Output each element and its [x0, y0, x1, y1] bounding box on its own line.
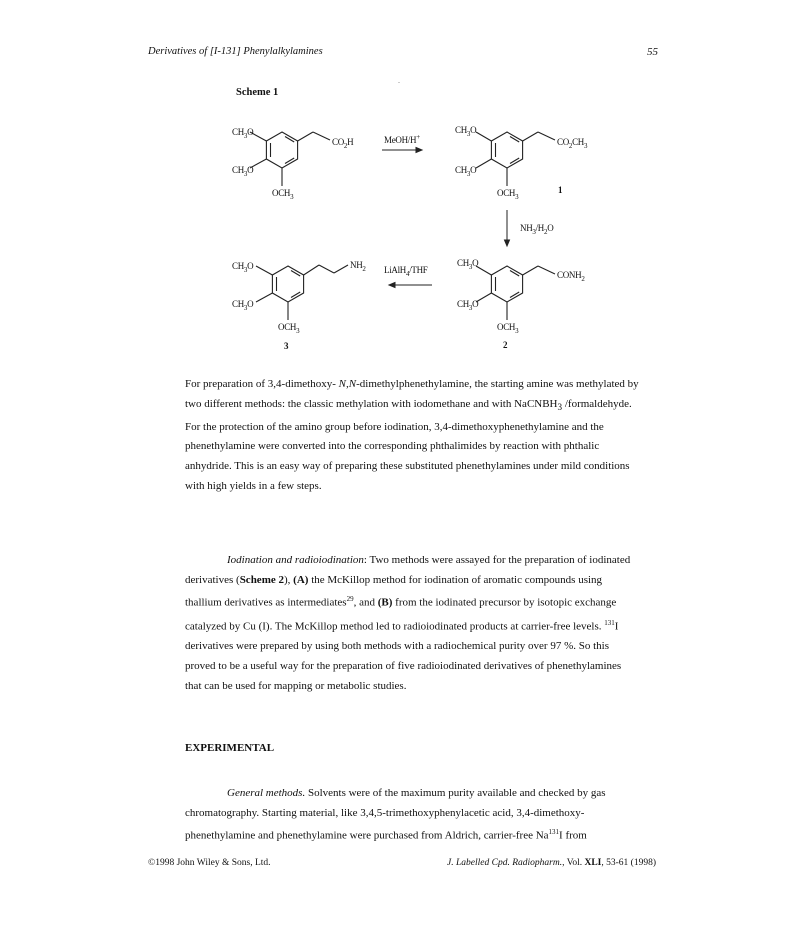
arrow-step1	[382, 148, 422, 153]
label-ch3o: $CH_3O$	[232, 127, 254, 140]
body-block-1	[185, 375, 640, 496]
label-ch3o: $CH_3O$	[232, 261, 254, 274]
label-ch3o: $CH_3O$	[455, 125, 477, 138]
compound-2-structure	[476, 266, 555, 320]
copyright: ©1998 John Wiley & Sons, Ltd.	[148, 858, 271, 868]
compound-number-1: 1	[558, 185, 563, 195]
arrow-step2	[505, 210, 510, 246]
label-ch3o: $CH_3O$	[232, 165, 254, 178]
label-ch3o: $CH_3O$	[457, 299, 479, 312]
label-och3: $OCH_3$	[497, 322, 519, 335]
running-title: Derivatives of [I-131] Phenylalkylamines	[148, 46, 323, 57]
label-ch3o: $CH_3O$	[455, 165, 477, 178]
page-number: 55	[647, 46, 658, 58]
label-och3: $OCH_3$	[278, 322, 300, 335]
reaction-scheme	[220, 112, 600, 362]
body-block-3	[185, 784, 640, 847]
compound-number-3: 3	[284, 341, 289, 351]
body-block-2	[185, 551, 640, 696]
scheme-label: Scheme 1	[236, 87, 279, 98]
label-conh2: $CONH_2$	[557, 270, 585, 283]
label-ch3o: $CH_3O$	[457, 258, 479, 271]
trimethoxyphenylacetic-acid-structure	[250, 132, 330, 186]
label-och3: $OCH_3$	[497, 188, 519, 201]
scheme-structures	[220, 112, 600, 362]
paragraph-protection: For the protection of the amino group before iodination, 3,4-dimethoxyphenethylamine and the phenethylamine were converted into the corresponding phthalimides by reaction with phthalic anhydride. This is an easy way of preparing these substituted phenethylamines under mild conditions with high yields in a few steps.	[185, 420, 630, 492]
label-co2ch3: $CO_2CH_3$	[557, 137, 588, 150]
reagent-step1: MeOH/H+	[384, 133, 420, 145]
label-co2h: $CO_2H$	[332, 137, 354, 150]
compound-3-structure	[256, 265, 348, 320]
arrow-step3	[389, 283, 432, 288]
paragraph-methylation: For preparation of 3,4-dimethoxy- N,N-dimethylphenethylamine, the starting amine was methylated by two different methods: the classic methylation with iodomethane and with NaCNBH$_3$ /formaldehyde.	[185, 378, 639, 412]
compound-number-2: 2	[503, 340, 508, 350]
journal-citation: J. Labelled Cpd. Radiopharm., Vol. XLI, 53-61 (1998)	[447, 858, 656, 868]
scan-speck	[398, 82, 400, 83]
reagent-step3: LiAlH$_4$/THF	[384, 265, 428, 278]
page-footer	[148, 858, 656, 872]
label-nh2: $NH_2$	[350, 260, 366, 273]
label-ch3o: $CH_3O$	[232, 299, 254, 312]
section-heading-experimental: EXPERIMENTAL	[185, 742, 275, 754]
running-head	[148, 46, 658, 64]
paragraph-iodination: Iodination and radioiodination: Two methods were assayed for the preparation of iodinated derivatives (Scheme 2), (A) the McKillop method for iodination of aromatic compounds using thallium derivatives as intermediates$^{29}$, and (B) from the iodinated precursor by isotopic exchange catalyzed by Cu (I). The McKillop method led to radioiodinated products at carrier-free levels. $^{131}$I derivatives were prepared by using both methods with a radiochemical purity over 97 %. So this proved to be a useful way for the preparation of five radioiodinated derivatives of phenethylamines that can be used for mapping or metabolic studies.	[185, 554, 631, 692]
label-och3: $OCH_3$	[272, 188, 294, 201]
paragraph-general-methods: General methods. Solvents were of the maximum purity available and checked by gas chromatography. Starting material, like 3,4,5-trimethoxyphenylacetic acid, 3,4-dimethoxy-phenethylamine and phenethylamine were purchased from Aldrich, carrier-free Na$^{131}$I from	[185, 787, 606, 843]
reagent-step2: $NH_3/H_2O$	[520, 223, 554, 236]
compound-1-structure	[476, 132, 555, 186]
